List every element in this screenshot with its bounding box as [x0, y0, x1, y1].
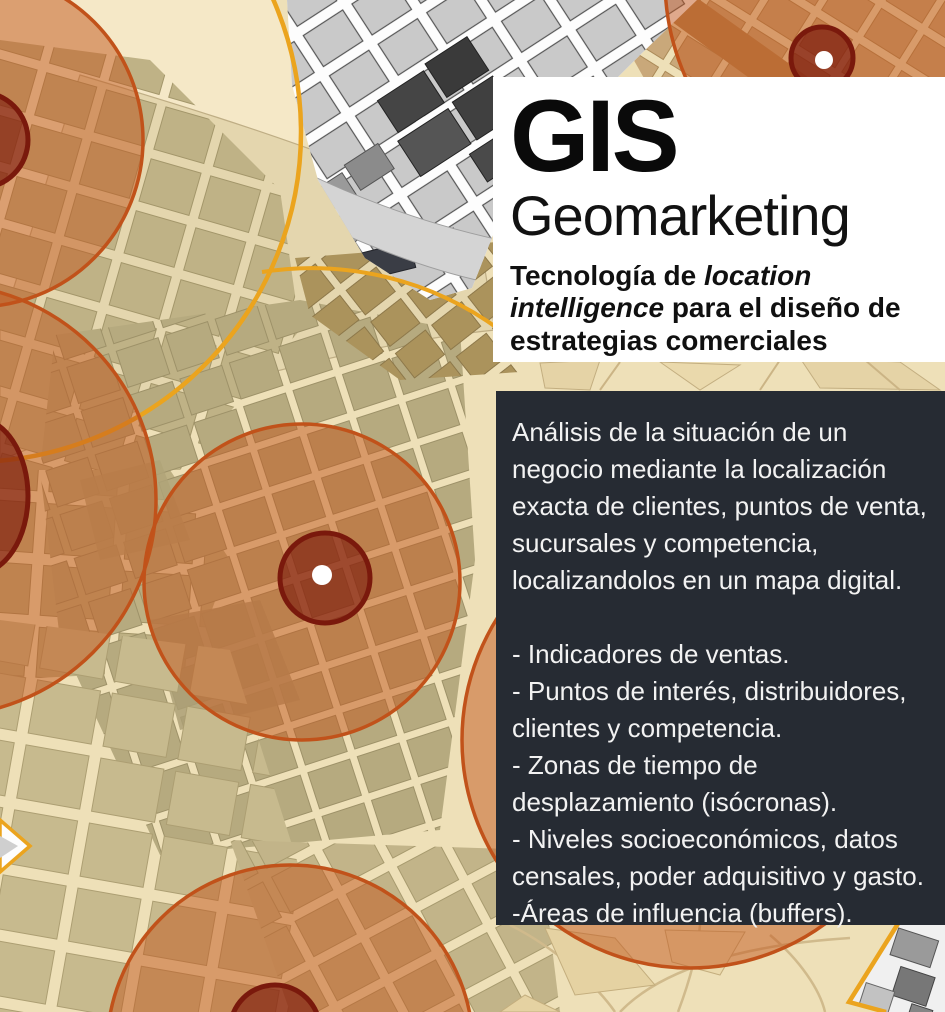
info-panel: [496, 391, 945, 928]
info-paragraph: Análisis de la situación de un negocio mediante la localización exacta de clientes, puntos de venta, sucursales y competencia, localizandolos en un mapa digital.: [512, 417, 927, 595]
page-subtitle: Geomarketing: [510, 183, 850, 247]
tagline-text-post: para el diseño de estrategias comerciales: [510, 292, 901, 356]
feature-item: - Zonas de tiempo de desplazamiento (isócronas).: [512, 750, 838, 817]
feature-item: -Áreas de influencia (buffers).: [512, 898, 853, 928]
tagline-italic: location intelligence: [510, 259, 812, 324]
feature-item: - Niveles socioeconómicos, datos censales, poder adquisitivo y gasto.: [512, 824, 924, 891]
tagline-text-pre: Tecnología de: [510, 259, 704, 291]
feature-item: - Puntos de interés, distribuidores, clientes y competencia.: [512, 676, 907, 743]
map-marker-icon: [280, 533, 370, 623]
tagline: [510, 260, 931, 357]
feature-item: - Indicadores de ventas.: [512, 639, 790, 669]
header-panel: [493, 77, 945, 362]
feature-list: [512, 636, 929, 932]
page-title: GIS: [510, 79, 677, 193]
